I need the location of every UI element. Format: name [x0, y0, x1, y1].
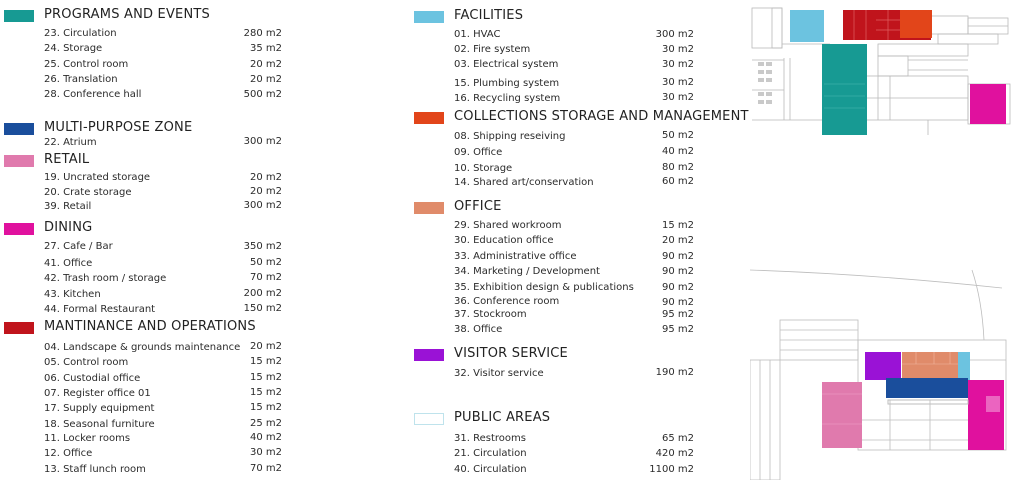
space-area: 20 m2: [249, 74, 282, 85]
space-name: 15. Plumbing system: [454, 78, 560, 89]
space-area: 200 m2: [243, 288, 282, 299]
section-title: RETAIL: [44, 152, 90, 167]
space-name: 08. Shipping reseiving: [454, 131, 566, 142]
space-name: 20. Crate storage: [44, 187, 132, 198]
space-name: 41. Office: [44, 258, 93, 269]
space-name: 30. Education office: [454, 235, 554, 246]
space-area: 35 m2: [249, 43, 282, 54]
space-area: 40 m2: [661, 146, 694, 157]
legend-header-maintenance-operations: [4, 321, 284, 337]
space-area: 500 m2: [243, 89, 282, 100]
space-area: 300 m2: [655, 29, 694, 40]
legend-area: [230, 241, 282, 255]
space-area: 30 m2: [661, 77, 694, 88]
space-name: 28. Conference hall: [44, 89, 142, 100]
space-area: 90 m2: [661, 251, 694, 262]
legend-area: [230, 356, 282, 370]
legend-area: [642, 309, 694, 323]
space-area: 15 m2: [249, 372, 282, 383]
section-title: VISITOR SERVICE: [454, 346, 568, 361]
legend-area: [642, 44, 694, 58]
legend-area: [230, 387, 282, 401]
space-name: 06. Custodial office: [44, 373, 141, 384]
space-area: 70 m2: [249, 272, 282, 283]
space-name: 16. Recycling system: [454, 93, 561, 104]
legend-area: [230, 257, 282, 271]
legend-area: [230, 74, 282, 88]
space-area: 40 m2: [249, 432, 282, 443]
section-title: COLLECTIONS STORAGE AND MANAGEMENT: [454, 109, 749, 124]
legend-area: [642, 59, 694, 73]
section-title: MULTI-PURPOSE ZONE: [44, 120, 193, 135]
section-title: OFFICE: [454, 199, 502, 214]
legend-area: [230, 432, 282, 446]
swatch-programs-events: [4, 10, 34, 22]
legend-header-retail: [4, 154, 284, 170]
space-area: 20 m2: [249, 341, 282, 352]
legend-area: [642, 162, 694, 176]
legend-area: [642, 433, 694, 447]
legend-area: [230, 372, 282, 386]
legend-header-dining: [4, 222, 284, 238]
legend-area: [642, 282, 694, 296]
legend-area: [642, 92, 694, 106]
space-area: 95 m2: [661, 309, 694, 320]
swatch-maintenance-operations: [4, 322, 34, 334]
swatch-retail: [4, 155, 34, 167]
space-area: 30 m2: [661, 44, 694, 55]
space-area: 90 m2: [661, 297, 694, 308]
legend-area: [230, 402, 282, 416]
space-area: 420 m2: [655, 448, 694, 459]
space-area: 30 m2: [661, 59, 694, 70]
section-title: MANTINANCE AND OPERATIONS: [44, 319, 256, 334]
space-area: 30 m2: [249, 447, 282, 458]
space-name: 09. Office: [454, 147, 503, 158]
space-area: 20 m2: [249, 172, 282, 183]
space-area: 15 m2: [661, 220, 694, 231]
legend-header-office: [414, 201, 714, 217]
legend-area: [230, 28, 282, 42]
legend-area: [230, 89, 282, 103]
space-area: 190 m2: [655, 367, 694, 378]
space-area: 15 m2: [249, 387, 282, 398]
legend-area: [230, 186, 282, 200]
space-name: 14. Shared art/conservation: [454, 177, 594, 188]
space-name: 37. Stockroom: [454, 309, 527, 320]
space-name: 02. Fire system: [454, 44, 531, 55]
space-area: 65 m2: [661, 433, 694, 444]
space-name: 22. Atrium: [44, 137, 97, 148]
space-name: 23. Circulation: [44, 28, 117, 39]
space-name: 38. Office: [454, 324, 503, 335]
legend-area: [230, 463, 282, 477]
space-area: 95 m2: [661, 324, 694, 335]
legend-area: [642, 176, 694, 190]
space-name: 24. Storage: [44, 43, 103, 54]
legend-column-right: [414, 0, 749, 480]
space-area: 280 m2: [243, 28, 282, 39]
legend-header-visitor-service: [414, 348, 714, 364]
legend-area: [642, 146, 694, 160]
space-name: 03. Electrical system: [454, 59, 559, 70]
section-title: PUBLIC AREAS: [454, 410, 551, 425]
space-area: 20 m2: [249, 59, 282, 70]
space-name: 27. Cafe / Bar: [44, 241, 113, 252]
space-name: 39. Retail: [44, 201, 92, 212]
swatch-public-areas: [414, 413, 444, 425]
space-name: 44. Formal Restaurant: [44, 304, 156, 315]
legend-area: [642, 266, 694, 280]
space-name: 26. Translation: [44, 74, 118, 85]
legend-area: [230, 272, 282, 286]
space-area: 15 m2: [249, 402, 282, 413]
section-title: FACILITIES: [454, 8, 524, 23]
swatch-multi-purpose-zone: [4, 123, 34, 135]
swatch-collections-storage: [414, 112, 444, 124]
legend-header-facilities: [414, 10, 714, 26]
space-area: 50 m2: [249, 257, 282, 268]
swatch-facilities: [414, 11, 444, 23]
legend-header-programs-events: [4, 9, 284, 25]
space-area: 15 m2: [249, 356, 282, 367]
space-name: 04. Landscape & grounds maintenance: [44, 342, 241, 353]
legend-area: [230, 136, 282, 150]
legend-area: [230, 447, 282, 461]
space-area: 25 m2: [249, 418, 282, 429]
space-area: 150 m2: [243, 303, 282, 314]
space-name: 10. Storage: [454, 163, 513, 174]
space-name: 13. Staff lunch room: [44, 464, 146, 475]
space-name: 40. Circulation: [454, 464, 527, 475]
space-name: 35. Exhibition design & publications: [454, 282, 634, 293]
swatch-office: [414, 202, 444, 214]
space-name: 43. Kitchen: [44, 289, 101, 300]
space-area: 60 m2: [661, 176, 694, 187]
legend-area: [230, 341, 282, 355]
space-name: 17. Supply equipment: [44, 403, 155, 414]
space-name: 32. Visitor service: [454, 368, 544, 379]
space-name: 34. Marketing / Development: [454, 266, 600, 277]
swatch-visitor-service: [414, 349, 444, 361]
section-title: PROGRAMS AND EVENTS: [44, 7, 210, 22]
legend-area: [642, 448, 694, 462]
space-area: 20 m2: [249, 186, 282, 197]
space-area: 1100 m2: [649, 464, 694, 475]
space-name: 01. HVAC: [454, 29, 501, 40]
space-name: 18. Seasonal furniture: [44, 419, 155, 430]
legend-area: [642, 77, 694, 91]
legend-area: [642, 367, 694, 381]
space-area: 90 m2: [661, 266, 694, 277]
section-title: DINING: [44, 220, 93, 235]
space-name: 36. Conference room: [454, 296, 560, 307]
space-name: 05. Control room: [44, 357, 129, 368]
space-name: 42. Trash room / storage: [44, 273, 167, 284]
floor-plan-upper: [750, 0, 1020, 135]
space-area: 300 m2: [243, 136, 282, 147]
legend-area: [642, 29, 694, 43]
space-area: 80 m2: [661, 162, 694, 173]
legend-area: [230, 418, 282, 432]
legend-header-public-areas: [414, 412, 714, 428]
space-name: 07. Register office 01: [44, 388, 151, 399]
legend-area: [230, 43, 282, 57]
space-area: 20 m2: [661, 235, 694, 246]
legend-area: [642, 324, 694, 338]
legend-area: [642, 220, 694, 234]
space-name: 33. Administrative office: [454, 251, 577, 262]
legend-area: [642, 130, 694, 144]
space-name: 25. Control room: [44, 59, 129, 70]
legend-area: [230, 288, 282, 302]
legend-area: [642, 235, 694, 249]
space-area: 70 m2: [249, 463, 282, 474]
legend-header-collections-storage: [414, 109, 749, 127]
legend-area: [230, 59, 282, 73]
legend-area: [230, 200, 282, 214]
space-area: 30 m2: [661, 92, 694, 103]
legend-column-left: [0, 0, 300, 480]
space-name: 11. Locker rooms: [44, 433, 131, 444]
legend-area: [642, 251, 694, 265]
space-name: 29. Shared workroom: [454, 220, 562, 231]
space-name: 31. Restrooms: [454, 433, 526, 444]
space-name: 12. Office: [44, 448, 93, 459]
swatch-dining: [4, 223, 34, 235]
space-name: 19. Uncrated storage: [44, 172, 151, 183]
space-area: 300 m2: [243, 200, 282, 211]
legend-area: [230, 172, 282, 186]
space-area: 50 m2: [661, 130, 694, 141]
space-area: 350 m2: [243, 241, 282, 252]
floor-plan-lower: [750, 260, 1020, 480]
legend-area: [642, 464, 694, 478]
space-area: 90 m2: [661, 282, 694, 293]
legend-area: [230, 303, 282, 317]
space-name: 21. Circulation: [454, 448, 527, 459]
